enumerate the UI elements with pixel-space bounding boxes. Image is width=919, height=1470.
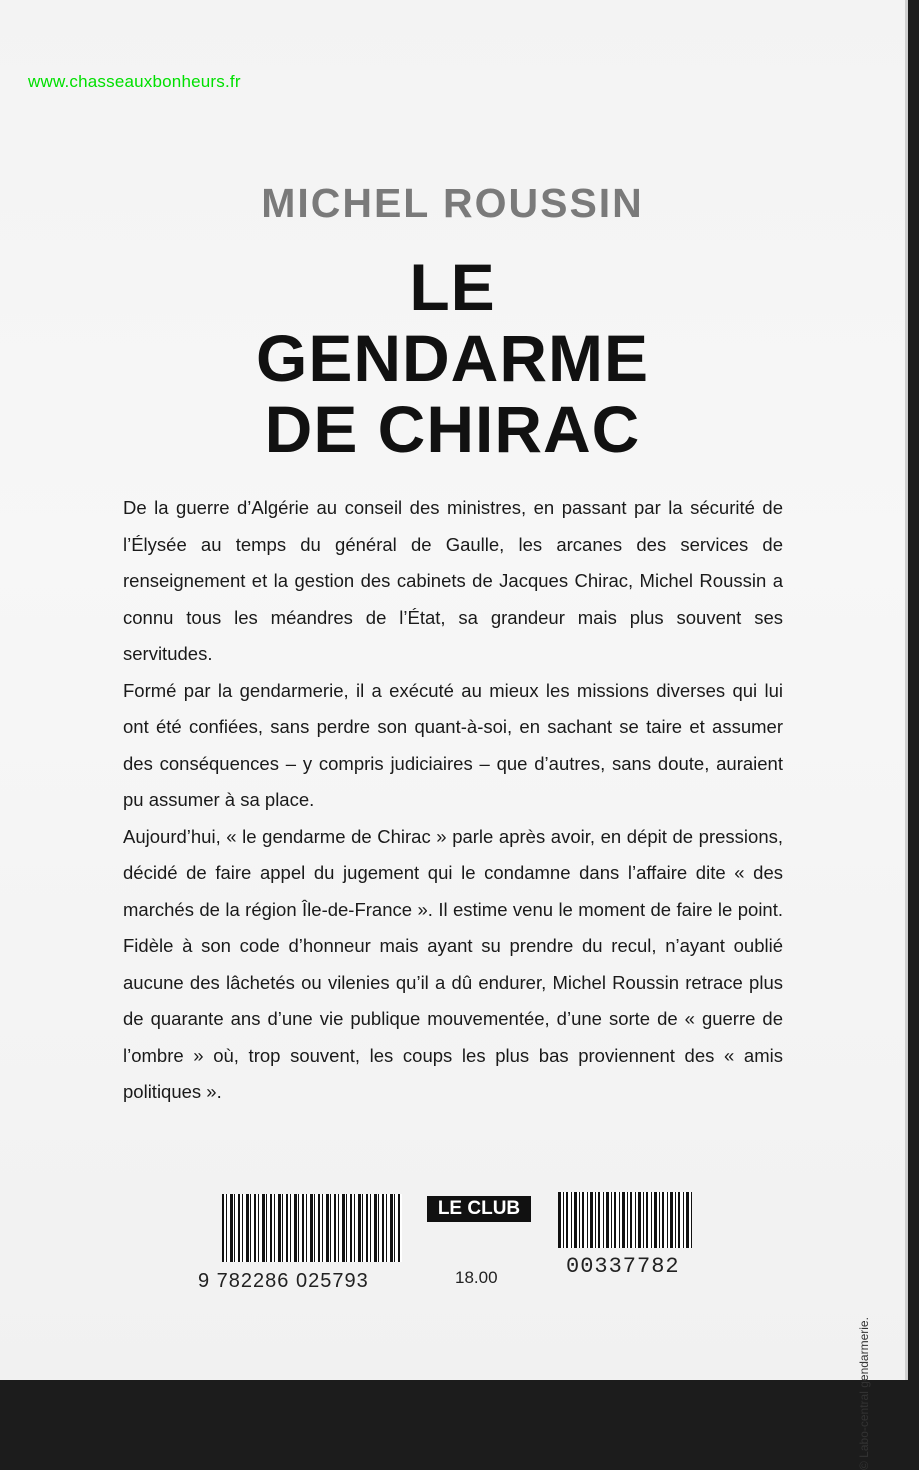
- author-name: MICHEL ROUSSIN: [261, 180, 644, 226]
- title-line-3: DE CHIRAC: [264, 392, 641, 466]
- book-title: [0, 252, 905, 465]
- price-label: 18.00: [455, 1268, 498, 1287]
- title-line-2: GENDARME: [255, 321, 649, 395]
- watermark-url: www.chasseauxbonheurs.fr: [28, 72, 241, 91]
- blurb-paragraph-2: Formé par la gendarmerie, il a exécuté au mieux les missions diverses qui lui ont été confiées, sans perdre son quant-à-soi, en sachant se taire et assumer des conséquences – y compris judiciaires – que d’autres, sans doute, auraient pu assumer à sa place.: [123, 679, 783, 810]
- isbn-number: 9 782286 025793: [198, 1270, 369, 1292]
- blurb-paragraph-1: De la guerre d’Algérie au conseil des ministres, en passant par la sécurité de l’Élysée au temps du général de Gaulle, les arcanes des services de renseignement et la gestion des cabinets de Jacques Chirac, Michel Roussin a connu tous les méandres de l’État, sa grandeur mais plus souvent ses servitudes.: [123, 497, 783, 664]
- photo-credit: © Labo-central gendarmerie.: [857, 1317, 871, 1470]
- internal-code: 00337782: [566, 1254, 680, 1279]
- internal-barcode: [558, 1192, 692, 1248]
- blurb-text: [123, 490, 783, 1111]
- publisher-logo: LE CLUB: [427, 1196, 531, 1222]
- blurb-paragraph-3: Aujourd’hui, « le gendarme de Chirac » parle après avoir, en dépit de pressions, décidé de faire appel du jugement qui le condamne dans l’affaire dite « des marchés de la région Île-de-France ». Il estime venu le moment de faire le point. Fidèle à son code d’honneur mais ayant su prendre du recul, n’ayant oublié aucune des lâchetés ou vilenies qu’il a dû endurer, Michel Roussin retrace plus de quarante ans d’une vie publique mouvementée, d’une sorte de « guerre de l’ombre » où, trop souvent, les coups les plus bas proviennent des « amis politiques ».: [123, 825, 783, 1102]
- title-line-1: LE: [409, 250, 496, 324]
- isbn-barcode: [222, 1194, 402, 1262]
